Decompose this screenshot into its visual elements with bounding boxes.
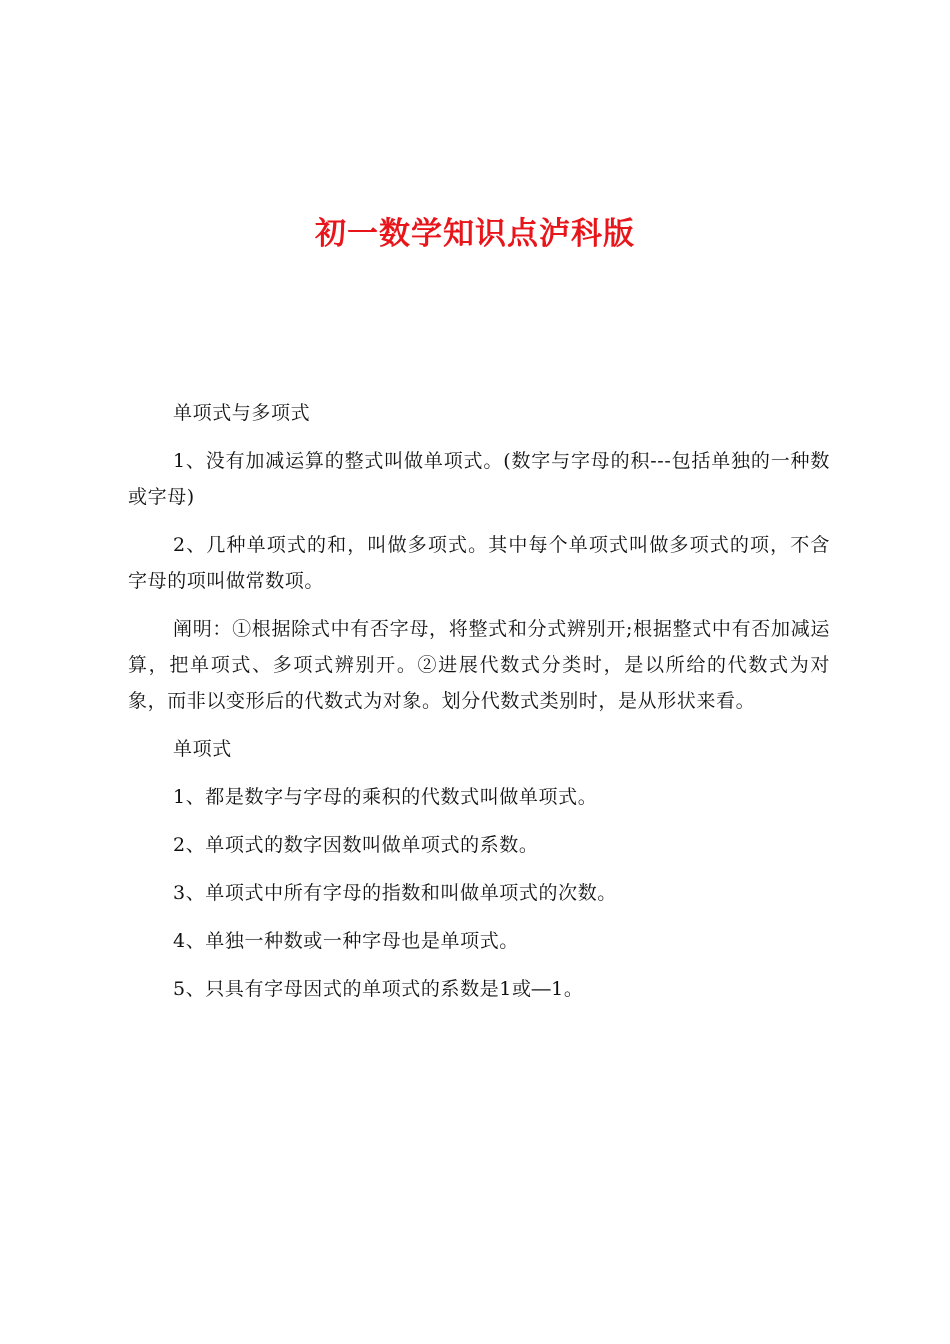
document-body — [128, 395, 830, 1019]
paragraph-item: 1、都是数字与字母的乘积的代数式叫做单项式。 — [173, 786, 598, 808]
document-title: 初一数学知识点泸科版 — [315, 216, 635, 252]
paragraph-explanation: 阐明：①根据除式中有否字母，将整式和分式辨别开;根据整式中有否加减运算，把单项式、多项式辨别开。②进展代数式分类时，是以所给的代数式为对象，而非以变形后的代数式为对象。划分代数式类别时，是从形状来看。 — [128, 618, 830, 712]
paragraph-section-heading: 单项式与多项式 — [173, 402, 311, 424]
paragraph-item: 3、单项式中所有字母的指数和叫做单项式的次数。 — [173, 882, 617, 904]
paragraph-item: 2、几种单项式的和，叫做多项式。其中每个单项式叫做多项式的项，不含字母的项叫做常数项。 — [128, 534, 830, 592]
paragraph-section-heading: 单项式 — [173, 738, 232, 760]
paragraph-item: 4、单独一种数或一种字母也是单项式。 — [173, 930, 519, 952]
paragraph-item: 2、单项式的数字因数叫做单项式的系数。 — [173, 834, 539, 856]
paragraph-item: 1、没有加减运算的整式叫做单项式。(数字与字母的积---包括单独的一种数或字母) — [128, 450, 830, 508]
paragraph-item: 5、只具有字母因式的单项式的系数是1或―1。 — [173, 978, 584, 1000]
